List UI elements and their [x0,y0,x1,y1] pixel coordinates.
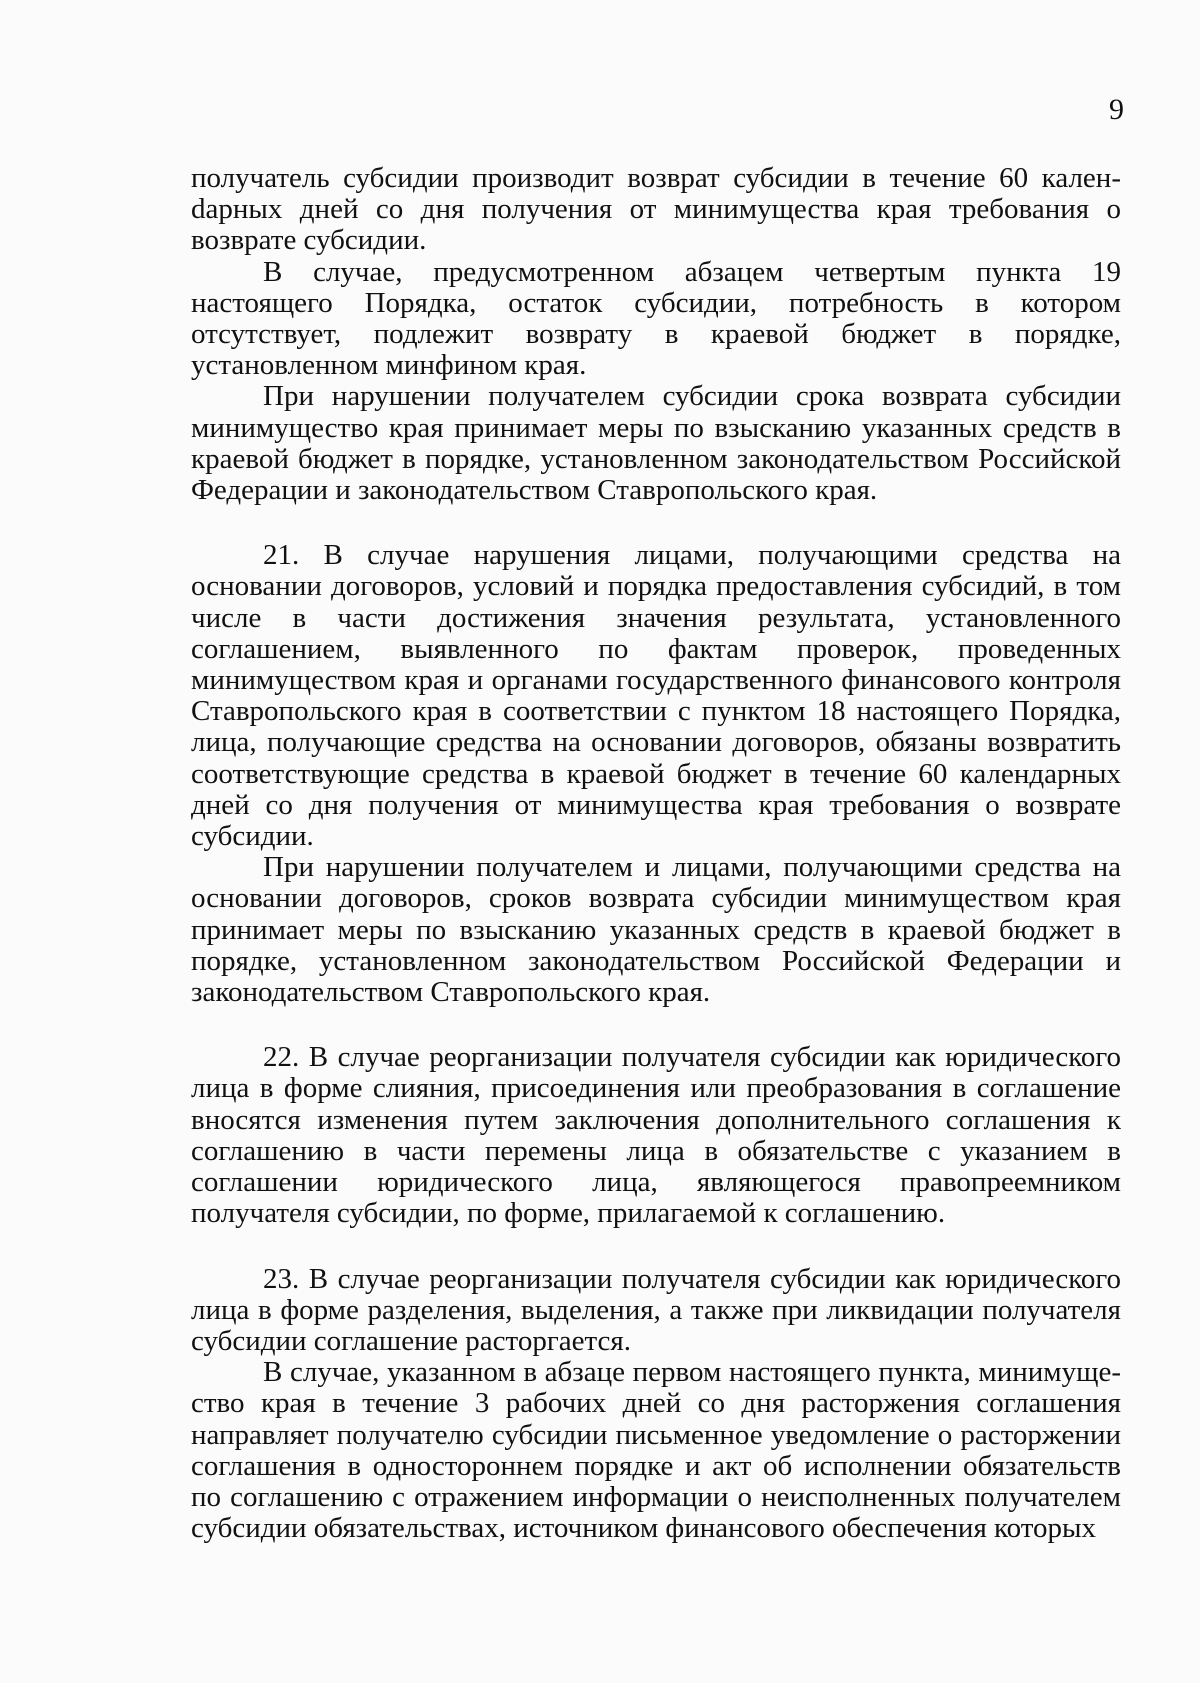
paragraph-item-21: 21. В случае нарушения лицами, получающими средства на основании договоров, условий и порядка предоставления субсидий, в том числе в части достижения значения результата, установленного соглашением, выявленного по фактам проверок, проведенных минимуществом края и органами государственного финансового контроля Ставропольского края в соответствии с пунктом 18 настоящего Порядка, лица, получающие средства на основании договоров, обязаны возвратить соответствующие средства в краевой бюджет в течение 60 календарных дней со дня получения от минимущества края требования о возврате субсидии. [191,539,1121,853]
paragraph-item-21-violation: При нарушении получателем и лицами, получающими средства на основании договоров, сроков возврата субсидии минимуществом края принимает меры по взысканию указанных средств в краевой бюджет в порядке, установленном законодательством Российской Федерации и законодательством Ставропольского края. [191,851,1121,1009]
paragraph-item-22: 22. В случае реорганизации получателя субсидии как юридического лица в форме слияния, присоединения или преобразования в соглашение вносятся изменения путем заключения дополнительного соглашения к соглашению в части перемены лица в обязательстве с указанием в соглашении юридического лица, являющегося правопреемником получателя субсидии, по форме, прилагаемой к соглашению. [191,1041,1121,1230]
document-body [191,163,1121,1544]
paragraph-item-23-termination: В случае, указанном в абзаце первом настоящего пункта, минимущество края в течение 3 рабочих дней со дня расторжения соглашения направляет получателю субсидии письменное уведомление о расторжении соглашения в одностороннем порядке и акт об исполнении обязательств по соглашению с отражением информации о неисполненных получателем субсидии обязательствах, источником финансового обеспечения которых [191,1356,1121,1545]
paragraph-continuation: получатель субсидии производит возврат субсидии в течение 60 каленdарных дней со дня получения от минимущества края требования о возврате субсидии. [191,162,1121,257]
paragraph-return-violation: При нарушении получателем субсидии срока возврата субсидии минимущество края принимает меры по взысканию указанных средств в краевой бюджет в порядке, установленном законодательством Российской Федерации и законодательством Ставропольского края. [191,380,1121,507]
paragraph-item-23: 23. В случае реорганизации получателя субсидии как юридического лица в форме разделения, выделения, а также при ликвидации получателя субсидии соглашение расторгается. [191,1262,1121,1357]
page-number: 9 [1109,93,1124,126]
paragraph-remainder-return: В случае, предусмотренном абзацем четвертым пункта 19 настоящего Порядка, остаток субсидии, потребность в котором отсутствует, подлежит возврату в краевой бюджет в порядке, установленном минфином края. [191,255,1121,382]
